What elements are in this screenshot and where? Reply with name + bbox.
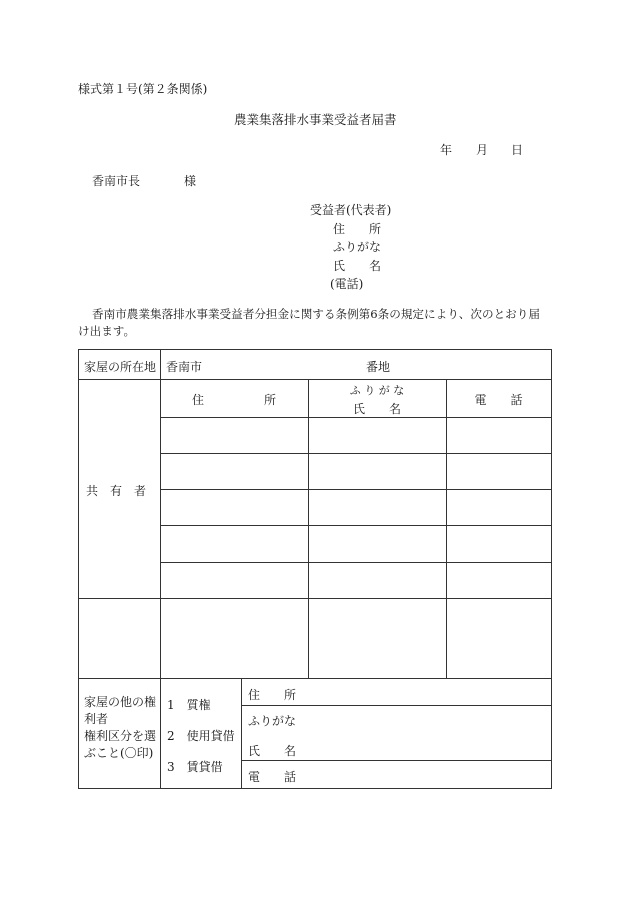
location-label: 家屋の所在地 <box>84 360 157 374</box>
other-rights-label <box>84 694 156 762</box>
addressee-name: 香南市長 <box>92 174 141 188</box>
other-rights-label-line: 利者 <box>84 712 109 726</box>
date-day: 日 <box>511 143 524 157</box>
beneficiary-phone-label: (電話) <box>330 277 364 291</box>
header-phone: 電 話 <box>474 393 523 407</box>
rights-option-pledge[interactable]: 1 質権 <box>167 698 211 712</box>
beneficiary-name-label: 氏 名 <box>333 259 382 273</box>
holder-address-label: 住 所 <box>248 688 297 702</box>
other-rights-label-line: 家屋の他の権 <box>84 695 157 709</box>
document-title: 農業集落排水事業受益者届書 <box>234 112 397 127</box>
body-text-line-1: 香南市農業集落排水事業受益者分担金に関する条例第6条の規定により、次のとおり届 <box>92 307 540 321</box>
beneficiary-address-label: 住 所 <box>333 222 382 236</box>
addressee-honorific: 様 <box>184 174 197 188</box>
location-banchi: 番地 <box>366 360 391 374</box>
beneficiary-furigana-label: ふりがな <box>333 240 382 254</box>
beneficiary-heading: 受益者(代表者) <box>310 203 392 217</box>
rights-option-loan-for-use[interactable]: 2 使用貸借 <box>167 729 235 743</box>
header-furigana: ふ り が な <box>349 384 405 397</box>
other-rights-label-line: ぶこと(〇印) <box>84 746 154 760</box>
location-city: 香南市 <box>166 360 203 374</box>
header-address: 住 所 <box>191 393 276 407</box>
rights-option-lease[interactable]: 3 賃貸借 <box>167 760 223 774</box>
holder-furigana-label: ふりがな <box>248 714 297 728</box>
holder-phone-label: 電 話 <box>248 770 297 784</box>
date-month: 月 <box>476 143 489 157</box>
date-year: 年 <box>440 143 453 157</box>
header-name: 氏 名 <box>352 402 401 416</box>
body-text-line-2: け出ます。 <box>78 324 136 338</box>
holder-name-label: 氏 名 <box>248 744 297 758</box>
form-number: 様式第１号(第２条関係) <box>78 82 208 96</box>
other-rights-label-line: 権利区分を選 <box>84 729 157 743</box>
coowners-label: 共 有 者 <box>86 484 147 498</box>
